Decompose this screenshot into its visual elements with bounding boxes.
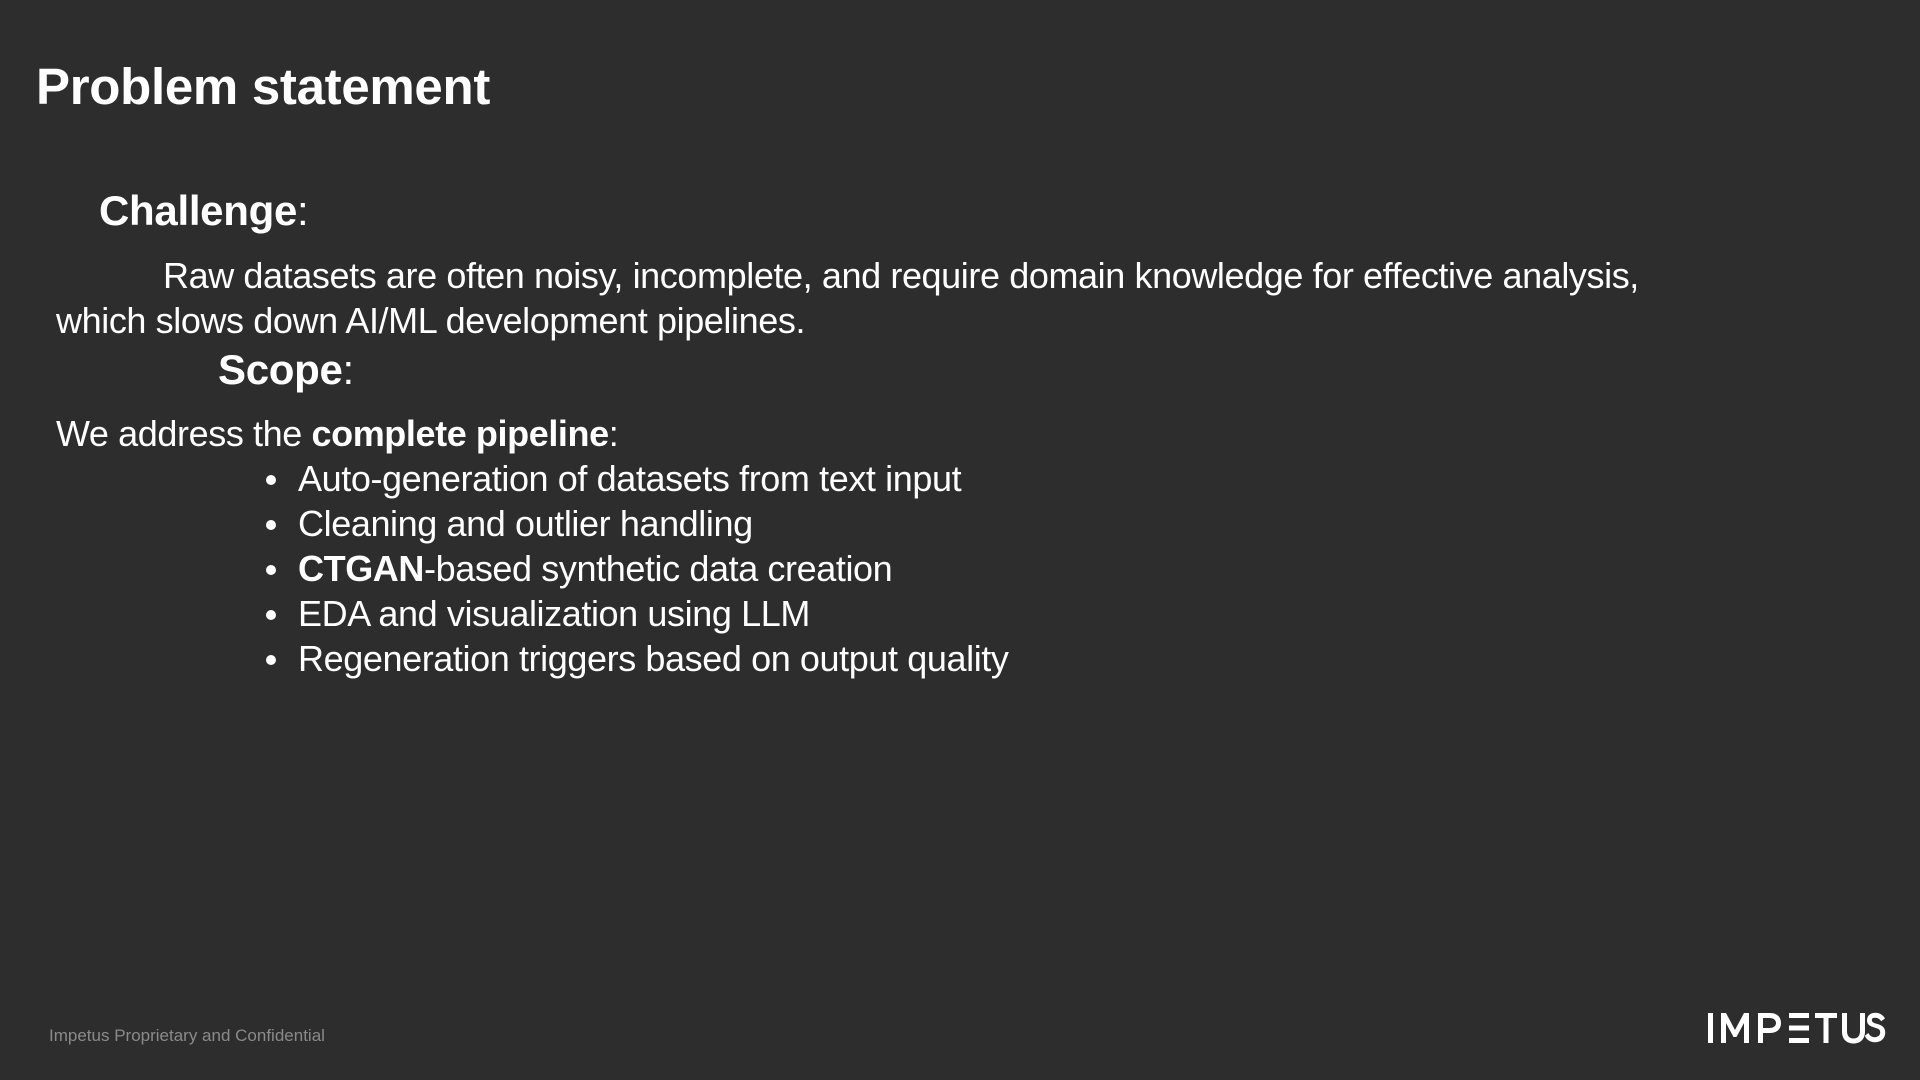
scope-item-text: -based synthetic data creation bbox=[424, 548, 893, 589]
challenge-text-line-1: Raw datasets are often noisy, incomplete, and require domain knowledge for effective analysis, bbox=[163, 255, 1639, 296]
bullet-icon bbox=[266, 655, 276, 665]
scope-item-bold: CTGAN bbox=[298, 548, 424, 589]
challenge-heading-label: Challenge bbox=[99, 187, 298, 234]
scope-intro-prefix: We address the bbox=[56, 413, 312, 454]
scope-list bbox=[262, 456, 1009, 681]
scope-heading bbox=[218, 346, 354, 394]
challenge-heading bbox=[99, 187, 308, 235]
scope-item-text: Auto-generation of datasets from text input bbox=[298, 458, 962, 499]
impetus-logo bbox=[1708, 1010, 1886, 1046]
bullet-icon bbox=[266, 475, 276, 485]
scope-list-item bbox=[262, 546, 1009, 591]
scope-list-item bbox=[262, 591, 1009, 636]
challenge-text bbox=[56, 253, 1816, 343]
scope-item-text: Cleaning and outlier handling bbox=[298, 503, 753, 544]
scope-list-item bbox=[262, 636, 1009, 681]
bullet-icon bbox=[266, 565, 276, 575]
scope-intro bbox=[56, 411, 618, 456]
challenge-heading-colon: : bbox=[297, 187, 309, 234]
scope-list-item bbox=[262, 501, 1009, 546]
bullet-icon bbox=[266, 520, 276, 530]
scope-list-item bbox=[262, 456, 1009, 501]
page-title: Problem statement bbox=[36, 58, 491, 115]
scope-intro-suffix: : bbox=[608, 413, 619, 454]
scope-heading-colon: : bbox=[342, 346, 354, 393]
scope-heading-label: Scope bbox=[218, 346, 343, 393]
challenge-text-line-2: which slows down AI/ML development pipelines. bbox=[56, 300, 806, 341]
scope-intro-bold: complete pipeline bbox=[311, 413, 609, 454]
scope-item-text: Regeneration triggers based on output quality bbox=[298, 638, 1009, 679]
scope-item-text: EDA and visualization using LLM bbox=[298, 593, 810, 634]
bullet-icon bbox=[266, 610, 276, 620]
confidential-notice: Impetus Proprietary and Confidential bbox=[49, 1026, 325, 1045]
